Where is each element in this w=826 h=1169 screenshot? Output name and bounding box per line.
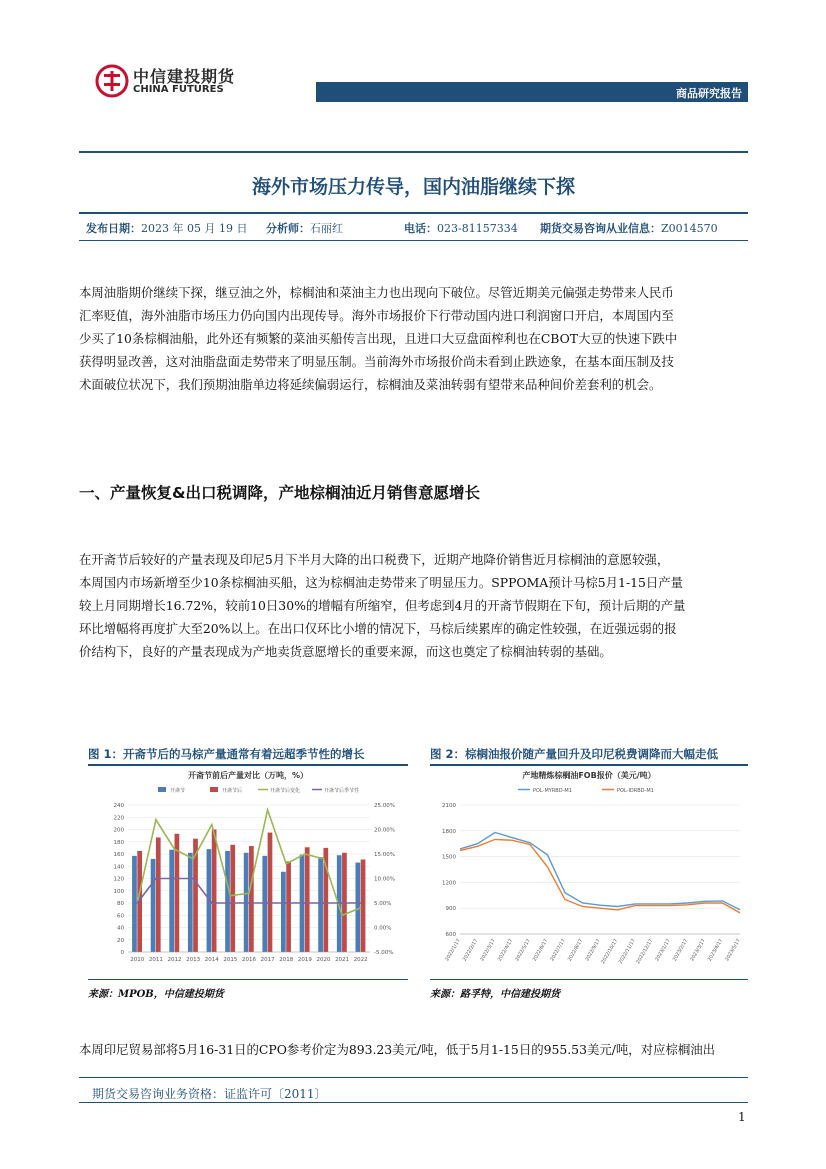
page-title: 海外市场压力传导，国内油脂继续下探 — [251, 176, 575, 198]
line-point — [267, 902, 269, 904]
footer-license-note: 期货交易咨询业务资格：证监许可〔2011〕 — [92, 1087, 327, 1101]
meta-bottom-rule — [79, 240, 748, 241]
intro-paragraph — [79, 281, 748, 396]
x-tick-label: 2023/3/17 — [690, 938, 707, 963]
figure2-bottom-rule — [430, 979, 748, 980]
x-tick-label: 2022/6/17 — [532, 938, 550, 963]
line-point — [192, 878, 194, 880]
x-tick-label: 2012 — [167, 957, 182, 963]
line-point — [230, 895, 232, 897]
y-tick-label: 1800 — [442, 828, 456, 835]
x-tick-label: 2019 — [297, 957, 312, 963]
y2-tick-label: -5.00% — [374, 950, 394, 956]
x-tick-label: 2022/12/17 — [636, 938, 655, 965]
x-tick-label: 2022/7/17 — [550, 938, 567, 963]
logo-name-en: CHINA FUTURES — [133, 84, 224, 95]
bar — [268, 833, 273, 952]
publish-date-label: 发布日期： — [86, 222, 141, 235]
analyst — [266, 220, 343, 236]
figure1-bottom-rule — [88, 979, 408, 980]
company-logo — [95, 62, 255, 102]
y-tick-label: 600 — [445, 932, 456, 938]
logo-name-cn: 中信建投期货 — [133, 67, 236, 86]
section-line: 价结构下，良好的产量表现成为产地卖货意愿增长的重要来源，而这也奠定了棕榈油转弱的基础。 — [79, 644, 612, 659]
bar — [318, 857, 323, 952]
figure1-chart — [88, 767, 408, 975]
x-tick-label: 2014 — [204, 957, 219, 963]
intro-line: 术面破位状况下，我们预期油脂单边将延续偏弱运行，棕榈油及菜油转弱有望带来品种间价差套利的机会。 — [79, 377, 662, 392]
x-tick-label: 2022/4/17 — [497, 938, 515, 963]
legend-label: 开斋节后变化 — [270, 788, 301, 794]
x-tick-label: 2022/8/17 — [567, 938, 585, 963]
line-point — [211, 824, 213, 826]
x-tick-label: 2022/10/17 — [601, 938, 620, 965]
analyst-label: 分析师： — [266, 222, 310, 235]
line-point — [174, 848, 176, 850]
line-point — [248, 892, 250, 894]
figure2-top-rule — [430, 764, 748, 766]
publish-date-value: 2023 年 05 月 19 日 — [141, 222, 248, 235]
line-point — [230, 902, 232, 904]
figure2-chart — [430, 767, 748, 975]
line-point — [360, 902, 362, 904]
y-tick-label: 220 — [113, 815, 124, 822]
license-label: 期货交易咨询从业信息： — [540, 222, 661, 235]
y-tick-label: 1500 — [442, 854, 456, 861]
bar — [355, 863, 360, 952]
license — [540, 220, 718, 236]
y-tick-label: 180 — [113, 839, 124, 846]
y-tick-label: 100 — [113, 888, 124, 895]
y-tick-label: 1200 — [442, 880, 456, 887]
line-point — [360, 907, 362, 909]
x-tick-label: 2022/2/17 — [462, 938, 480, 963]
legend-label: 开斋节后季节性 — [324, 788, 360, 794]
y-tick-label: 200 — [113, 827, 124, 834]
x-tick-label: 2011 — [148, 957, 163, 963]
bar — [262, 856, 267, 952]
line-point — [323, 858, 325, 860]
legend-label: POL-MYRBD-M1 — [533, 788, 572, 794]
chart-title: 产地精炼棕榈油FOB报价（美元/吨） — [522, 771, 656, 780]
x-tick-label: 2022/1/17 — [445, 938, 462, 963]
x-tick-label: 2015 — [223, 957, 238, 963]
y-tick-label: 80 — [117, 901, 124, 907]
x-tick-label: 2022 — [353, 957, 368, 963]
after-chart-line: 本周印尼贸易部将5月16-31日的CPO参考价定为893.23美元/吨，低于5月1-15日的955.53美元/吨，对应棕榈油出 — [79, 1042, 716, 1057]
x-tick-label: 2010 — [130, 957, 145, 963]
line-point — [174, 878, 176, 880]
section-paragraph — [79, 548, 748, 663]
x-tick-label: 2017 — [260, 957, 275, 963]
line-point — [285, 863, 287, 865]
bar — [281, 872, 286, 952]
x-tick-label: 2022/9/17 — [585, 938, 602, 963]
intro-line: 获得明显改善，这对油脂盘面走势带来了明显压制。当前海外市场报价尚未看到止跌迹象，在基本面压制及技 — [79, 354, 674, 369]
page-number: 1 — [738, 1110, 746, 1124]
phone-label: 电话： — [404, 222, 437, 235]
y-tick-label: 240 — [113, 803, 124, 809]
report-type-label: 商品研究报告 — [676, 87, 742, 100]
line-point — [192, 858, 194, 860]
line-point — [323, 902, 325, 904]
logo-mark-icon — [95, 64, 129, 98]
bar — [151, 859, 156, 952]
publish-date — [86, 220, 247, 236]
report-type-band — [316, 82, 748, 102]
section-line: 环比增幅将再度扩大至20%以上。在出口仅环比小增的情况下，马棕后续累库的确定性较强，在近强远弱的报 — [79, 621, 677, 636]
figure2-caption: 图 2：棕榈油报价随产量回升及印尼税费调降而大幅走低 — [430, 747, 719, 761]
x-tick-label: 2020 — [316, 957, 331, 963]
x-tick-label: 2022/11/17 — [618, 938, 637, 965]
license-value: Z0014570 — [661, 222, 718, 235]
phone — [404, 220, 518, 236]
analyst-value: 石丽红 — [310, 222, 343, 235]
x-tick-label: 2023/4/17 — [707, 938, 725, 963]
bar — [225, 851, 230, 952]
y-tick-label: 20 — [117, 937, 124, 944]
legend-label: POL-IDRBD-M1 — [617, 788, 654, 794]
x-tick-label: 2023/1/17 — [655, 938, 672, 963]
x-tick-label: 2018 — [279, 957, 294, 963]
x-tick-label: 2016 — [242, 957, 256, 963]
y-tick-label: 160 — [113, 852, 124, 858]
bar — [230, 845, 235, 952]
y-tick-label: 0 — [120, 950, 124, 956]
line-point — [155, 878, 157, 880]
figure1-caption: 图 1：开斋节后的马棕产量通常有着远超季节性的增长 — [88, 747, 365, 761]
section-line: 在开斋节后较好的产量表现及印尼5月下半月大降的出口税费下，近期产地降价销售近月棕榈油的意愿较强， — [79, 552, 670, 567]
y-tick-label: 2100 — [442, 803, 456, 809]
bar — [361, 860, 366, 952]
footer-bottom-rule — [79, 1102, 748, 1103]
line-point — [341, 914, 343, 916]
figure1-top-rule — [88, 764, 408, 766]
line-point — [267, 809, 269, 811]
y-tick-label: 140 — [113, 864, 124, 871]
line-point — [304, 853, 306, 855]
x-tick-label: 2021 — [335, 957, 350, 963]
y2-tick-label: 0.00% — [374, 925, 392, 932]
after-chart-paragraph — [79, 1038, 748, 1061]
line-point — [155, 819, 157, 821]
x-tick-label: 2023/2/17 — [672, 938, 690, 963]
bar — [132, 856, 137, 952]
bar — [249, 846, 254, 952]
title-top-rule — [79, 151, 748, 153]
line-point — [137, 902, 139, 904]
x-tick-label: 2022/5/17 — [515, 938, 532, 963]
bar — [212, 830, 217, 953]
y-tick-label: 60 — [117, 913, 124, 920]
series-line — [460, 833, 740, 910]
chart-title: 开斋节前后产量对比（万吨，%） — [187, 771, 309, 780]
intro-line: 少买了10条棕榈油船，此外还有频繁的菜油买船传言出现，且进口大豆盘面榨利也在CBOT大豆的快速下跌中 — [79, 331, 678, 346]
section-heading: 一、产量恢复&出口税调降，产地棕榈油近月销售意愿增长 — [79, 484, 481, 502]
y2-tick-label: 5.00% — [374, 901, 392, 907]
section-line: 本周国内市场新增至少10条棕榈油买船，这为棕榈油走势带来了明显压力。SPPOMA预计马棕5月1-15日产量 — [79, 575, 684, 590]
legend-swatch — [158, 787, 166, 792]
x-tick-label: 2013 — [186, 957, 201, 963]
phone-value: 023-81157334 — [437, 222, 518, 235]
bar — [169, 850, 174, 952]
line-point — [304, 902, 306, 904]
y2-tick-label: 25.00% — [374, 803, 395, 809]
intro-line: 汇率贬值，海外油脂市场压力仍向国内出现传导。海外市场报价下行带动国内进口利润窗口开启，本周国内至 — [79, 308, 674, 323]
figure2-source: 来源：路孚特，中信建投期货 — [430, 989, 560, 1000]
line-point — [211, 902, 213, 904]
bar — [305, 847, 310, 952]
intro-line: 本周油脂期价继续下探，继豆油之外，棕榈油和菜油主力也出现向下破位。尽管近期美元偏强走势带来人民币 — [79, 285, 674, 300]
line-point — [248, 902, 250, 904]
legend-label: 开斋节 — [170, 788, 186, 794]
y2-tick-label: 15.00% — [374, 852, 395, 858]
footer-top-rule — [79, 1077, 748, 1078]
y-tick-label: 120 — [113, 876, 124, 883]
y2-tick-label: 10.00% — [374, 876, 395, 883]
y-tick-label: 900 — [445, 906, 456, 913]
line-point — [341, 902, 343, 904]
y2-tick-label: 20.00% — [374, 827, 395, 834]
bar — [188, 853, 193, 952]
title-bottom-rule — [79, 212, 748, 214]
legend-label: 开斋节后 — [222, 788, 243, 794]
bar — [286, 861, 291, 952]
bar — [156, 837, 161, 952]
legend-swatch — [210, 787, 218, 792]
figure1-source: 来源：MPOB，中信建投期货 — [88, 989, 224, 1000]
x-tick-label: 2023/5/17 — [725, 938, 742, 963]
section-line: 较上月同期增长16.72%，较前10日30%的增幅有所缩窄，但考虑到4月的开斋节假期在下旬，预计后期的产量 — [79, 598, 686, 613]
y-tick-label: 40 — [117, 925, 124, 932]
x-tick-label: 2022/3/17 — [480, 938, 497, 963]
line-point — [285, 902, 287, 904]
